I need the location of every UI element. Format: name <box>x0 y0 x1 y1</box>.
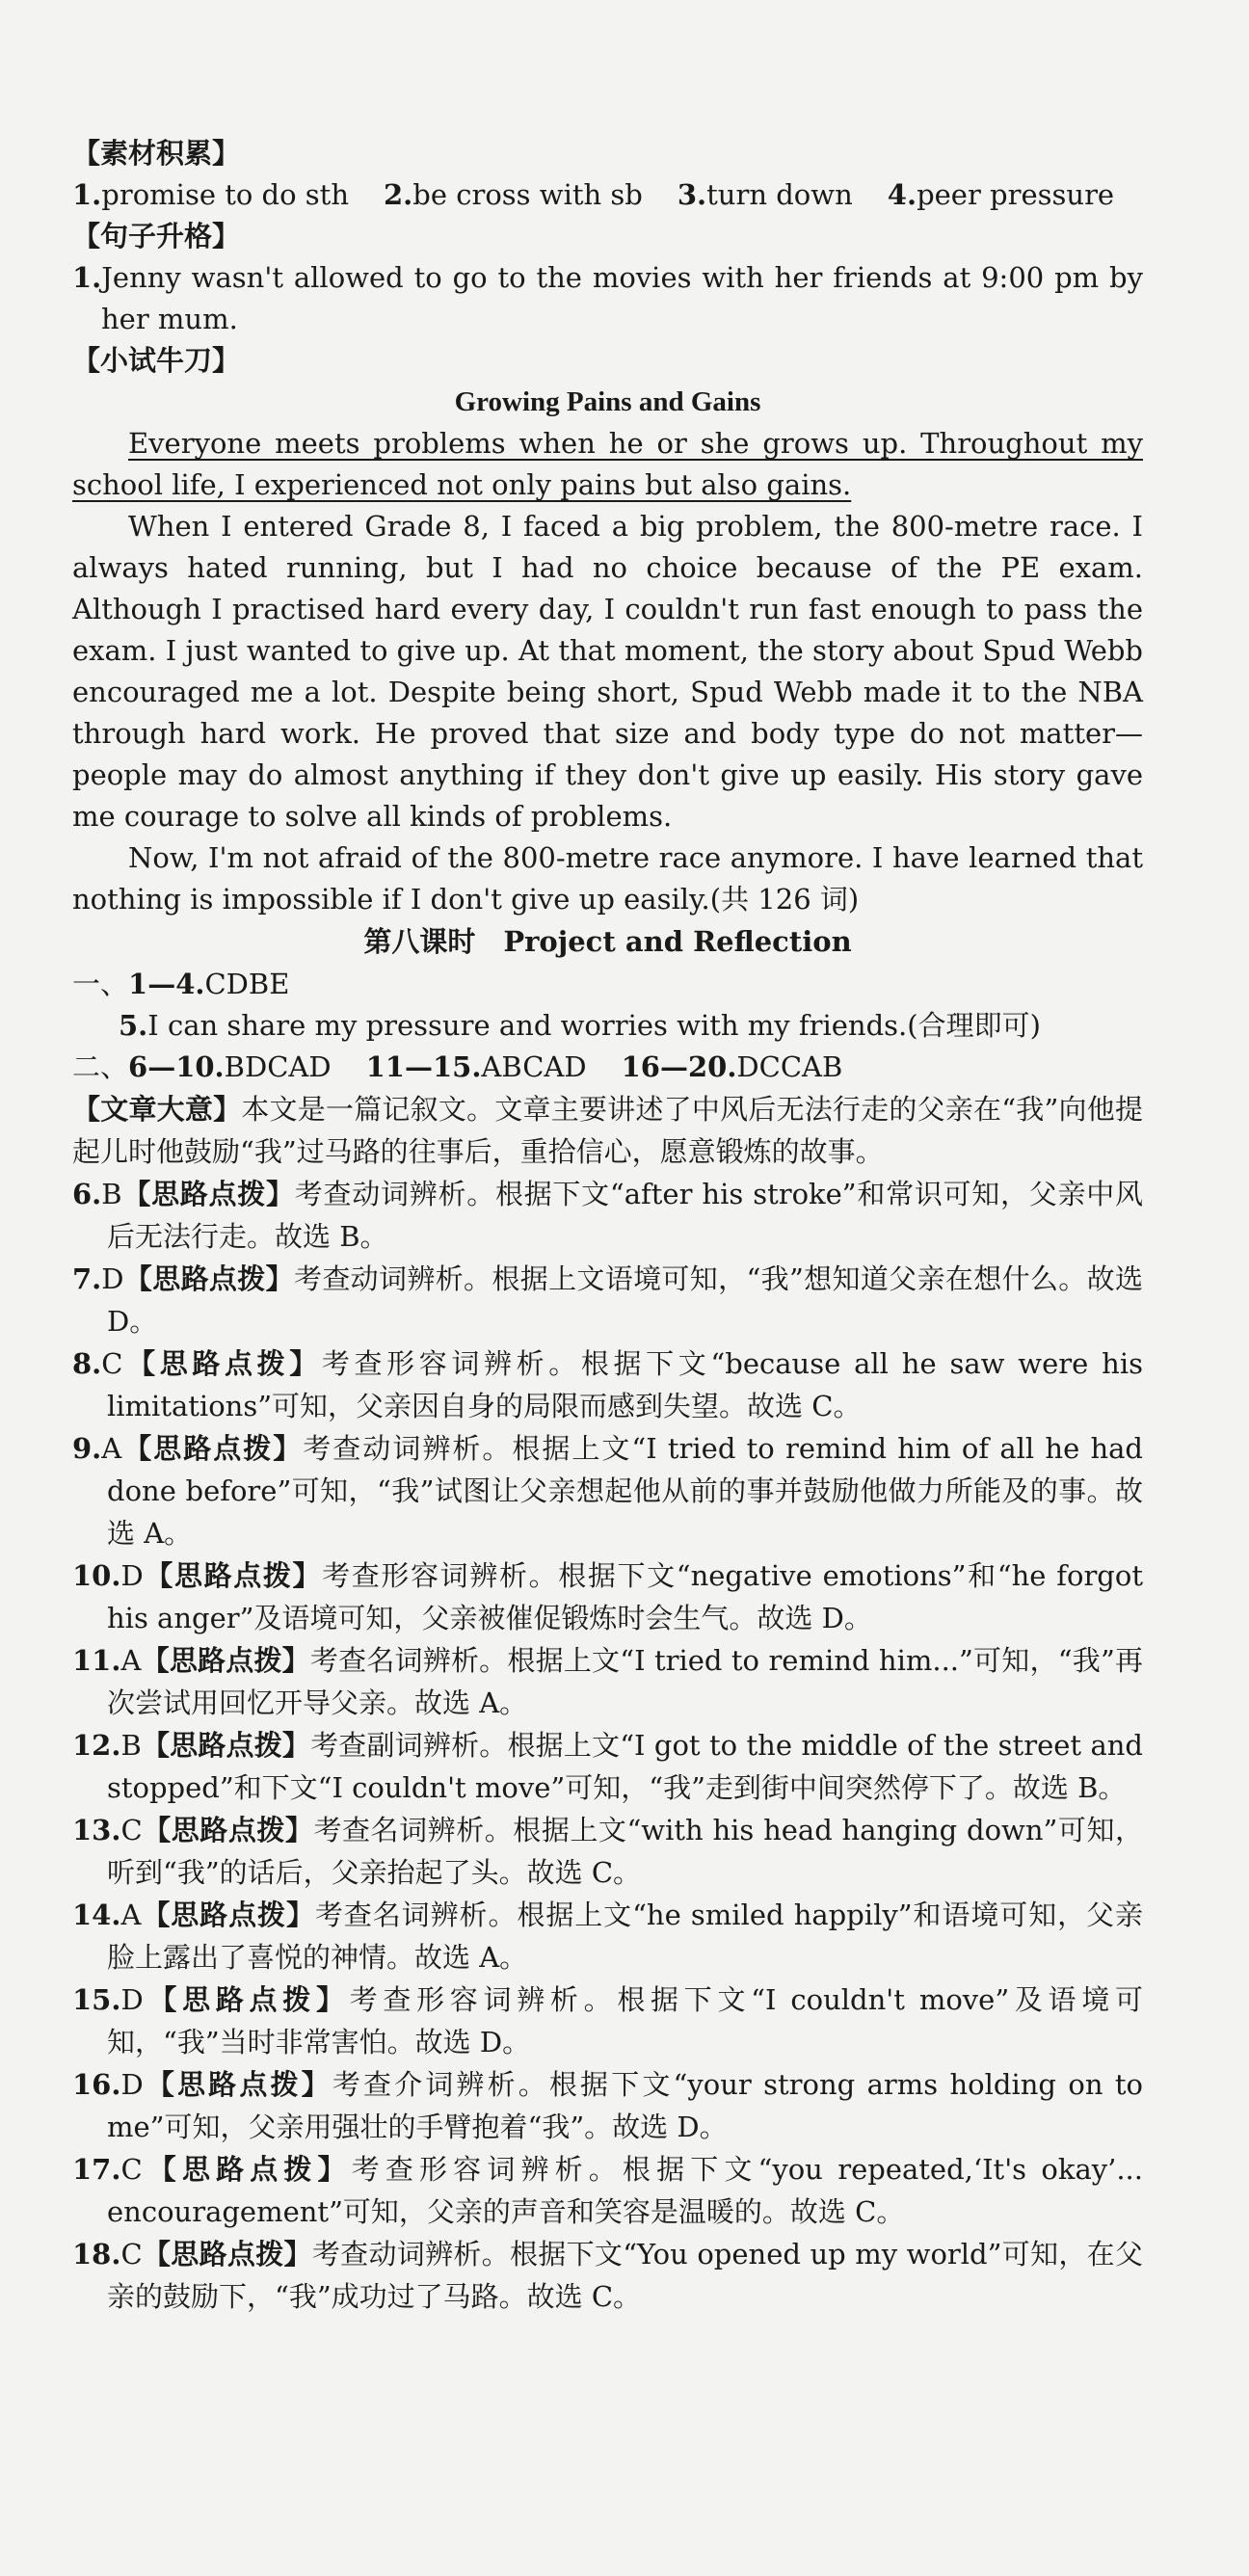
explanation-num: 11. <box>72 1644 121 1677</box>
sentence-num: 1. <box>72 261 102 294</box>
part2-label: 二、 <box>72 1050 129 1083</box>
explanation-answer: D <box>120 1983 144 2016</box>
explanation-tag: 【思路点拨】 <box>142 1814 314 1846</box>
explanation-answer: C <box>120 2153 143 2186</box>
explanation-tag: 【思路点拨】 <box>121 1178 295 1210</box>
sentence-text: Jenny wasn't allowed to go to the movies with her friends at 9:00 pm by her mum. <box>101 261 1143 335</box>
part1-answer-string: CDBE <box>204 968 290 1000</box>
explanation-text: 考查形容词辨析。根据下文“negative emotions”和“he forgot his anger”及语境可知，父亲被催促锻炼时会生气。故选 D。 <box>107 1559 1143 1634</box>
explanation-num: 17. <box>72 2153 121 2186</box>
explanation-num: 8. <box>72 1347 102 1380</box>
explanation-list <box>72 1173 1143 2318</box>
part2-answer-string: BDCAD <box>224 1050 332 1083</box>
part2-range: 6—10. <box>128 1050 225 1083</box>
vocab-num: 3. <box>677 178 707 211</box>
explanation-item <box>72 1639 1143 1724</box>
explanation-tag: 【思路点拨】 <box>143 1983 350 2016</box>
part2-range: 16—20. <box>621 1050 737 1083</box>
explanation-answer: A <box>101 1432 122 1465</box>
part1-q5 <box>72 1005 1143 1047</box>
explanation-item <box>72 1978 1143 2063</box>
section-header-sucai: 【素材积累】 <box>72 137 241 170</box>
sentence-upgrade <box>72 257 1143 340</box>
explanation-num: 13. <box>72 1814 121 1846</box>
explanation-num: 7. <box>72 1262 102 1295</box>
part1-label: 一、 <box>72 968 129 1000</box>
vocab-item: promise to do sth <box>101 178 349 211</box>
explanation-num: 16. <box>72 2068 121 2101</box>
explanation-num: 12. <box>72 1729 121 1762</box>
explanation-tag: 【思路点拨】 <box>141 1729 311 1762</box>
explanation-num: 10. <box>72 1559 121 1592</box>
q5-text: I can share my pressure and worries with my friends.(合理即可) <box>147 1009 1041 1042</box>
explanation-answer: A <box>120 1644 142 1677</box>
explanation-item <box>72 2233 1143 2318</box>
explanation-item <box>72 1427 1143 1554</box>
explanation-text: 考查动词辨析。根据下文“You opened up my world”可知，在父亲的鼓励下，“我”成功过了马路。故选 C。 <box>107 2238 1143 2313</box>
lesson-title: 第八课时 Project and Reflection <box>363 925 852 958</box>
essay-paragraph-1 <box>72 423 1143 506</box>
explanation-text: 考查副词辨析。根据上文“I got to the middle of the street and stopped”和下文“I couldn't move”可知，“我”走到街中间突然停下了。故选 B。 <box>107 1729 1143 1804</box>
explanation-answer: C <box>120 1814 143 1846</box>
part2-answer-string: ABCAD <box>481 1050 587 1083</box>
explanation-answer: D <box>120 2068 144 2101</box>
vocab-num: 4. <box>887 178 917 211</box>
explanation-item <box>72 1342 1143 1427</box>
vocab-item: be cross with sb <box>412 178 643 211</box>
part2-answers <box>72 1047 1143 1088</box>
explanation-answer: D <box>120 1559 144 1592</box>
explanation-item <box>72 1809 1143 1894</box>
explanation-num: 14. <box>72 1899 121 1931</box>
essay-paragraph-2: When I entered Grade 8, I faced a big problem, the 800-metre race. I always hated running, but I had no choice because of the PE exam. Although I practised hard every day, I couldn't run fast enough to pass the exam. I just wanted to give up. At that moment, the story about Spud Webb encouraged me a lot. Despite being short, Spud Webb made it to the NBA through hard work. He proved that size and body type do not matter—people may do almost anything if they don't give up easily. His story gave me courage to solve all kinds of problems. <box>72 510 1143 833</box>
explanation-tag: 【思路点拨】 <box>123 1262 294 1295</box>
essay-title: Growing Pains and Gains <box>454 386 761 417</box>
explanation-answer: C <box>101 1347 123 1380</box>
essay-paragraph-3: Now, I'm not afraid of the 800-metre race anymore. I have learned that nothing is impossible if I don't give up easily.(共 126 词) <box>72 841 1143 916</box>
explanation-item <box>72 2063 1143 2148</box>
explanation-num: 9. <box>72 1432 102 1465</box>
vocab-item: peer pressure <box>917 178 1115 211</box>
explanation-item <box>72 1724 1143 1809</box>
explanation-tag: 【思路点拨】 <box>122 1347 322 1380</box>
part1-range: 1—4. <box>128 968 205 1000</box>
explanation-num: 18. <box>72 2238 121 2271</box>
explanation-item <box>72 1554 1143 1639</box>
explanation-item <box>72 1258 1143 1342</box>
explanation-num: 6. <box>72 1178 102 1210</box>
part2-answer-string: DCCAB <box>736 1050 843 1083</box>
explanation-item <box>72 2148 1143 2233</box>
vocab-num: 2. <box>384 178 413 211</box>
explanation-text: 考查形容词辨析。根据下文“because all he saw were his limitations”可知，父亲因自身的局限而感到失望。故选 C。 <box>107 1347 1143 1422</box>
explanation-text: 考查形容词辨析。根据下文“you repeated,‘It's okay’... encouragement”可知，父亲的声音和笑容是温暖的。故选 C。 <box>107 2153 1143 2228</box>
explanation-num: 15. <box>72 1983 121 2016</box>
explanation-text: 考查动词辨析。根据上文“I tried to remind him of all he had done before”可知，“我”试图让父亲想起他从前的事并鼓励他做力所能及的事。故选 A。 <box>107 1432 1143 1550</box>
explanation-answer: A <box>120 1899 142 1931</box>
explanation-answer: B <box>101 1178 122 1210</box>
vocab-item: turn down <box>706 178 853 211</box>
section-header-juzi: 【句子升格】 <box>72 220 241 252</box>
explanation-answer: B <box>120 1729 142 1762</box>
explanation-text: 考查名词辨析。根据上文“I tried to remind him...”可知，“我”再次尝试用回忆开导父亲。故选 A。 <box>107 1644 1143 1719</box>
explanation-tag: 【思路点拨】 <box>141 1899 315 1931</box>
explanation-tag: 【思路点拨】 <box>121 1432 304 1465</box>
explanation-tag: 【思路点拨】 <box>142 2153 352 2186</box>
section-header-xiaoshi: 【小试牛刀】 <box>72 344 241 377</box>
explanation-answer: C <box>120 2238 143 2271</box>
q5-num: 5. <box>119 1009 148 1042</box>
explanation-text: 考查介词辨析。根据下文“your strong arms holding on to me”可知，父亲用强壮的手臂抱着“我”。故选 D。 <box>107 2068 1143 2143</box>
summary-tag: 【文章大意】 <box>72 1093 242 1126</box>
part1-answers <box>72 964 1143 1005</box>
explanation-text: 考查名词辨析。根据上文“he smiled happily”和语境可知，父亲脸上露出了喜悦的神情。故选 A。 <box>107 1899 1143 1974</box>
explanation-tag: 【思路点拨】 <box>143 1559 323 1592</box>
essay-underlined-intro: Everyone meets problems when he or she grows up. Throughout my school life, I experienced not only pains but also gains. <box>72 427 1143 501</box>
passage-summary <box>72 1088 1143 1173</box>
explanation-tag: 【思路点拨】 <box>143 2068 332 2101</box>
explanation-item <box>72 1173 1143 1258</box>
explanation-text: 考查动词辨析。根据上文语境可知，“我”想知道父亲在想什么。故选 D。 <box>107 1262 1143 1338</box>
vocab-num: 1. <box>72 178 102 211</box>
explanation-text: 考查动词辨析。根据下文“after his stroke”和常识可知，父亲中风后无法行走。故选 B。 <box>107 1178 1143 1253</box>
vocab-list <box>72 174 1143 216</box>
explanation-tag: 【思路点拨】 <box>141 1644 310 1677</box>
explanation-answer: D <box>101 1262 124 1295</box>
part2-range: 11—15. <box>365 1050 482 1083</box>
explanation-item <box>72 1894 1143 1978</box>
summary-text: 本文是一篇记叙文。文章主要讲述了中风后无法行走的父亲在“我”向他提起儿时他鼓励“我”过马路的往事后，重拾信心，愿意锻炼的故事。 <box>72 1093 1143 1168</box>
explanation-tag: 【思路点拨】 <box>142 2238 312 2271</box>
explanation-text: 考查形容词辨析。根据下文“I couldn't move”及语境可知，“我”当时非常害怕。故选 D。 <box>107 1983 1143 2058</box>
explanation-text: 考查名词辨析。根据上文“with his head hanging down”可知，听到“我”的话后，父亲抬起了头。故选 C。 <box>107 1814 1143 1889</box>
